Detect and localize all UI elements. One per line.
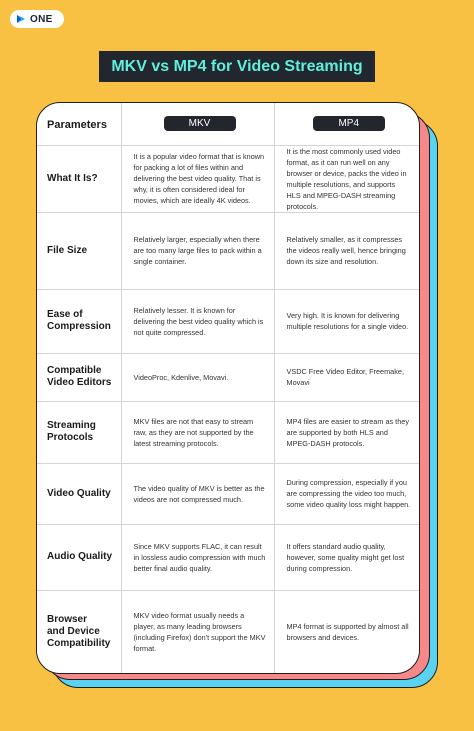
header-mkv-pill: MKV bbox=[164, 116, 236, 131]
row-parameter: Browser and Device Compatibility bbox=[47, 613, 111, 649]
row-mp4-text: During compression, especially if you are compressing the video too much, some video quality loss might happen. bbox=[286, 478, 411, 509]
row-parameter: Streaming Protocols bbox=[47, 420, 96, 443]
row-mkv-cell bbox=[121, 401, 274, 463]
header-mp4-pill: MP4 bbox=[313, 116, 385, 131]
row-mkv-text: VideoProc, Kdenlive, Movavi. bbox=[133, 372, 229, 382]
row-mkv-cell bbox=[121, 524, 274, 590]
row-mp4-cell bbox=[274, 145, 419, 212]
table-row bbox=[37, 590, 419, 673]
row-mp4-cell bbox=[274, 212, 419, 289]
header-parameters: Parameters bbox=[47, 118, 107, 131]
row-mp4-text: MP4 files are easier to stream as they are supported by both HLS and MPEG-DASH protocols. bbox=[286, 416, 409, 448]
row-mkv-cell bbox=[121, 590, 274, 673]
row-mkv-cell bbox=[121, 145, 274, 212]
row-mp4-text: It is the most commonly used video format, as it can run well on any browser or device, packs the video in multiple resolutions, and supports HLS and MPEG-DASH streaming protocols. bbox=[286, 146, 407, 211]
page-title-banner bbox=[99, 51, 375, 82]
header-mkv-cell bbox=[121, 103, 274, 145]
table-row bbox=[37, 289, 419, 353]
row-parameter-cell bbox=[37, 401, 121, 463]
row-parameter: Video Quality bbox=[47, 487, 111, 499]
row-parameter-cell bbox=[37, 524, 121, 590]
row-mp4-text: VSDC Free Video Editor, Freemake, Movavi bbox=[286, 367, 404, 387]
row-mkv-cell bbox=[121, 463, 274, 524]
row-mkv-cell bbox=[121, 289, 274, 353]
row-mkv-text: Relatively lesser. It is known for delivering the best video quality which is not quite compressed. bbox=[133, 305, 264, 337]
row-parameter-cell bbox=[37, 145, 121, 212]
row-mkv-text: Relatively larger, especially when there are too many large files to pack within a single container. bbox=[133, 235, 262, 266]
row-parameter-cell bbox=[37, 463, 121, 524]
row-mp4-cell bbox=[274, 463, 419, 524]
row-parameter-cell bbox=[37, 212, 121, 289]
row-mkv-text: Since MKV supports FLAC, it can result in lossless audio compression with much better final audio quality. bbox=[133, 541, 266, 573]
page-title: MKV vs MP4 for Video Streaming bbox=[111, 57, 363, 75]
row-mp4-cell bbox=[274, 401, 419, 463]
row-parameter-cell bbox=[37, 353, 121, 401]
row-mp4-text: MP4 format is supported by almost all browsers and devices. bbox=[286, 621, 409, 642]
row-mp4-text: Very high. It is known for delivering multiple resolutions for a single video. bbox=[286, 311, 409, 331]
row-mkv-text: The video quality of MKV is better as the videos are not compressed much. bbox=[133, 483, 265, 504]
row-mkv-cell bbox=[121, 353, 274, 401]
row-parameter: Ease of Compression bbox=[47, 309, 111, 332]
row-parameter-cell bbox=[37, 289, 121, 353]
row-mkv-text: It is a popular video format that is known for packing a lot of files within and delivering the best video quality. That is why, it is often considered ideal for movies, which are ideally 4K videos. bbox=[133, 152, 265, 205]
table-header-row bbox=[37, 103, 419, 145]
table-row bbox=[37, 524, 419, 590]
row-parameter: What It Is? bbox=[47, 172, 98, 184]
row-mp4-cell bbox=[274, 353, 419, 401]
row-mkv-cell bbox=[121, 212, 274, 289]
table-row bbox=[37, 145, 419, 212]
brand-name: ONE bbox=[30, 13, 53, 25]
row-mp4-cell bbox=[274, 590, 419, 673]
row-mkv-text: MKV video format usually needs a player, as many leading browsers (including Firefox) don't support the MKV format. bbox=[133, 610, 266, 653]
row-mp4-text: Relatively smaller, as it compresses the videos really well, hence bringing down its size and resolution. bbox=[286, 235, 406, 266]
brand-logo-icon bbox=[15, 13, 27, 25]
table-row bbox=[37, 212, 419, 289]
brand-logo bbox=[10, 10, 64, 28]
row-parameter: File Size bbox=[47, 244, 88, 256]
row-parameter: Compatible Video Editors bbox=[47, 365, 112, 388]
header-parameters-cell bbox=[37, 103, 121, 145]
row-mp4-text: It offers standard audio quality, however, some quality might get lost during compression. bbox=[286, 541, 405, 573]
row-mp4-cell bbox=[274, 289, 419, 353]
row-parameter-cell bbox=[37, 590, 121, 673]
table-row bbox=[37, 401, 419, 463]
comparison-table bbox=[37, 103, 419, 673]
row-parameter: Audio Quality bbox=[47, 551, 112, 562]
header-mp4-cell bbox=[274, 103, 419, 145]
table-row bbox=[37, 463, 419, 524]
table-row bbox=[37, 353, 419, 401]
comparison-card bbox=[36, 102, 420, 674]
row-mkv-text: MKV files are not that easy to stream raw, as they are not supported by the latest streaming protocols. bbox=[133, 416, 254, 448]
row-mp4-cell bbox=[274, 524, 419, 590]
